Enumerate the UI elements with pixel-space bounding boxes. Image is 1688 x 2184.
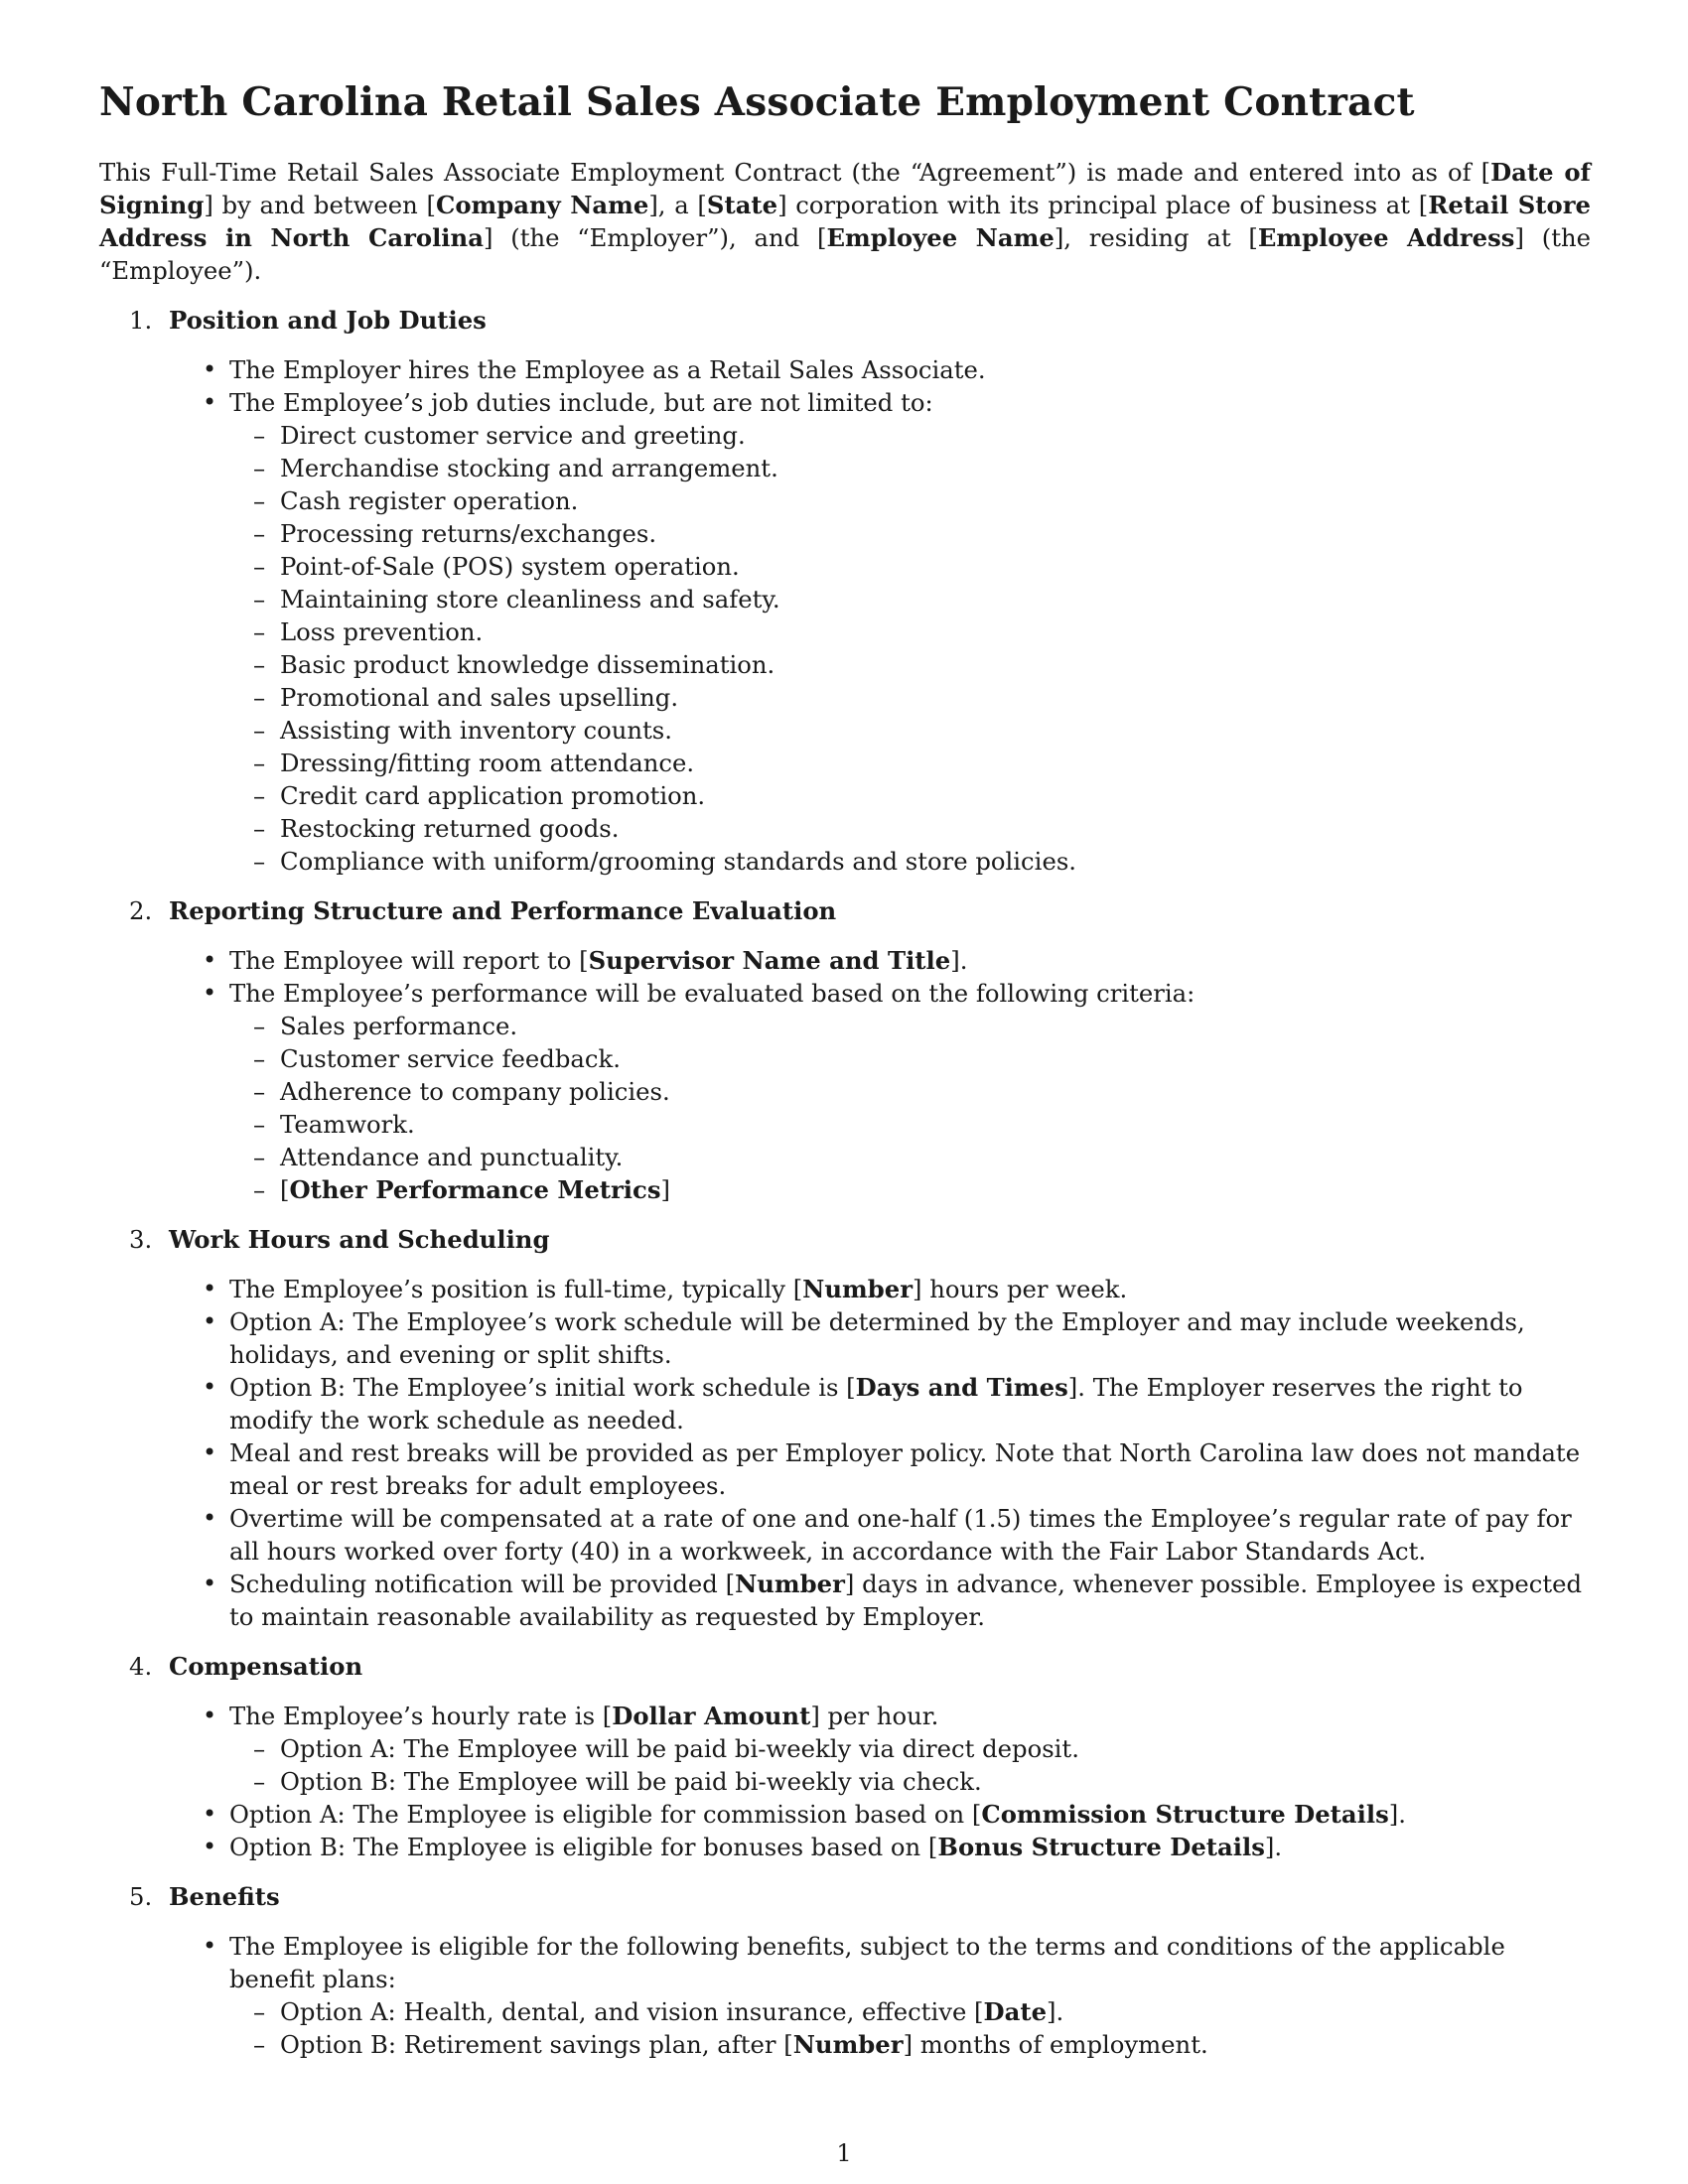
pay-option-item: – Option A: The Employee will be paid bi-weekly via direct deposit. xyxy=(229,1732,1591,1765)
criteria-item: – Sales performance. xyxy=(229,1010,1591,1042)
bullet-list xyxy=(169,1930,1591,2061)
section-benefits xyxy=(99,1880,1591,2061)
bullet-text: ]. The Employer reserves the right to modify the work schedule as needed. xyxy=(229,1372,1523,1434)
placeholder-months: Number xyxy=(792,2029,904,2059)
section-position-duties xyxy=(99,304,1591,878)
criteria-item: – Teamwork. xyxy=(229,1108,1591,1141)
placeholder-supervisor: Supervisor Name and Title xyxy=(588,945,951,975)
bullet-text: The Employee is eligible for the following benefits, subject to the terms and conditions of the applicable benefit plans: xyxy=(229,1931,1505,1993)
bullet-text: ]. xyxy=(1047,1996,1064,2026)
bullet-list xyxy=(169,944,1591,1206)
contract-page xyxy=(99,79,1591,2078)
duty-item: – Maintaining store cleanliness and safety. xyxy=(229,583,1591,615)
placeholder-date: Date xyxy=(983,1996,1048,2026)
bullet-text: Option A: Health, dental, and vision insurance, effective [ xyxy=(280,1996,984,2026)
bracket: ] xyxy=(660,1174,670,1204)
bullet-text: The Employee’s hourly rate is [ xyxy=(229,1701,613,1730)
placeholder-notice-days: Number xyxy=(735,1569,845,1598)
benefit-options-list xyxy=(229,1995,1591,2061)
bullet-list xyxy=(169,1700,1591,1863)
section-title: Work Hours and Scheduling xyxy=(169,1224,550,1254)
bullet-item xyxy=(169,1831,1591,1863)
bullet-text: Option B: The Employee is eligible for bonuses based on [ xyxy=(229,1832,938,1861)
criteria-item: – Adherence to company policies. xyxy=(229,1075,1591,1108)
section-number: 3. xyxy=(129,1224,153,1254)
placeholder-other-metrics: Other Performance Metrics xyxy=(289,1174,661,1204)
bullet-text: Scheduling notification will be provided [ xyxy=(229,1569,736,1598)
placeholder-date-of-signing: Date of Signing xyxy=(99,157,1591,219)
duty-item: – Direct customer service and greeting. xyxy=(229,419,1591,452)
duties-list xyxy=(229,419,1591,878)
bullet-item xyxy=(169,386,1591,878)
placeholder-bonus: Bonus Structure Details xyxy=(937,1832,1265,1861)
duty-item: – Basic product knowledge dissemination. xyxy=(229,648,1591,681)
bullet-item: • The Employer hires the Employee as a Retail Sales Associate. xyxy=(169,353,1591,386)
duty-item: – Cash register operation. xyxy=(229,484,1591,517)
bullet-item: • Meal and rest breaks will be provided as per Employer policy. Note that North Carolina law does not mandate meal or rest breaks for adult employees. xyxy=(169,1436,1591,1502)
sections-list xyxy=(99,304,1591,2061)
bullet-list xyxy=(169,1273,1591,1633)
placeholder-employee-name: Employee Name xyxy=(826,222,1055,252)
page-number: 1 xyxy=(836,2139,852,2167)
bullet-text: ] months of employment. xyxy=(903,2029,1208,2059)
pay-option-item: – Option B: The Employee will be paid bi-weekly via check. xyxy=(229,1765,1591,1798)
section-compensation xyxy=(99,1650,1591,1863)
document-title: North Carolina Retail Sales Associate Employment Contract xyxy=(99,79,1415,125)
section-title: Benefits xyxy=(169,1881,280,1911)
bullet-text: ] per hour. xyxy=(810,1701,939,1730)
duty-item: – Point-of-Sale (POS) system operation. xyxy=(229,550,1591,583)
section-number: 5. xyxy=(129,1881,153,1911)
bullet-text: ] days in advance, whenever possible. Employee is expected to maintain reasonable availability as requested by Employer. xyxy=(229,1569,1583,1631)
bullet-item xyxy=(169,1568,1591,1633)
bullet-text: The Employee’s job duties include, but are not limited to: xyxy=(229,387,933,417)
bullet-text: The Employee’s position is full-time, typically [ xyxy=(229,1274,803,1303)
duty-item: – Merchandise stocking and arrangement. xyxy=(229,452,1591,484)
section-title: Reporting Structure and Performance Evaluation xyxy=(169,895,837,925)
duty-item: – Loss prevention. xyxy=(229,615,1591,648)
criteria-item: – Attendance and punctuality. xyxy=(229,1141,1591,1173)
intro-text: This Full-Time Retail Sales Associate Employment Contract (the “Agreement”) is made and entered into as of [ xyxy=(99,157,1491,187)
duty-item: – Processing returns/exchanges. xyxy=(229,517,1591,550)
criteria-list xyxy=(229,1010,1591,1206)
placeholder-store-address: Retail Store Address in North Carolina xyxy=(99,190,1591,252)
section-work-hours xyxy=(99,1223,1591,1633)
placeholder-hours-number: Number xyxy=(802,1274,914,1303)
intro-text: ], residing at [ xyxy=(1054,222,1258,252)
placeholder-company-name: Company Name xyxy=(435,190,649,219)
bracket: [ xyxy=(280,1174,290,1204)
intro-text: ] corporation with its principal place of business at [ xyxy=(777,190,1429,219)
bullet-item xyxy=(169,1273,1591,1305)
intro-text: ] (the “Employer”), and [ xyxy=(483,222,827,252)
placeholder-days-times: Days and Times xyxy=(855,1372,1068,1402)
duty-item: – Compliance with uniform/grooming standards and store policies. xyxy=(229,845,1591,878)
bullet-item xyxy=(169,1371,1591,1436)
placeholder-employee-address: Employee Address xyxy=(1257,222,1515,252)
bullet-list xyxy=(169,353,1591,878)
bullet-text: ]. xyxy=(1388,1799,1406,1829)
bullet-text: ]. xyxy=(950,945,968,975)
duty-item: – Dressing/fitting room attendance. xyxy=(229,747,1591,779)
placeholder-commission: Commission Structure Details xyxy=(981,1799,1389,1829)
placeholder-state: State xyxy=(706,190,778,219)
bullet-text: ] hours per week. xyxy=(913,1274,1128,1303)
benefit-option-item xyxy=(229,1995,1591,2028)
bullet-text: Option A: The Employee is eligible for commission based on [ xyxy=(229,1799,982,1829)
intro-text: ] (the “Employee”). xyxy=(99,222,1592,285)
intro-paragraph xyxy=(99,156,1591,287)
section-reporting-performance xyxy=(99,894,1591,1206)
intro-text: ] by and between [ xyxy=(204,190,436,219)
criteria-item: – Customer service feedback. xyxy=(229,1042,1591,1075)
intro-text: ], a [ xyxy=(648,190,707,219)
bullet-text: The Employee will report to [ xyxy=(229,945,589,975)
bullet-item xyxy=(169,944,1591,977)
duty-item: – Credit card application promotion. xyxy=(229,779,1591,812)
bullet-text: Option B: The Employee’s initial work schedule is [ xyxy=(229,1372,856,1402)
bullet-item xyxy=(169,977,1591,1206)
pay-options-list xyxy=(229,1732,1591,1798)
benefit-option-item xyxy=(229,2028,1591,2061)
section-number: 4. xyxy=(129,1651,153,1681)
bullet-item xyxy=(169,1700,1591,1798)
section-number: 1. xyxy=(129,305,153,335)
section-title: Position and Job Duties xyxy=(169,305,487,335)
duty-item: – Assisting with inventory counts. xyxy=(229,714,1591,747)
placeholder-dollar-amount: Dollar Amount xyxy=(612,1701,811,1730)
section-number: 2. xyxy=(129,895,153,925)
bullet-text: The Employee’s performance will be evaluated based on the following criteria: xyxy=(229,978,1196,1008)
bullet-text: ]. xyxy=(1264,1832,1283,1861)
criteria-item xyxy=(229,1173,1591,1206)
bullet-item: • Overtime will be compensated at a rate of one and one-half (1.5) times the Employee’s regular rate of pay for all hours worked over forty (40) in a workweek, in accordance with the Fair Labor Standards Act. xyxy=(169,1502,1591,1568)
bullet-text: Option B: Retirement savings plan, after [ xyxy=(280,2029,793,2059)
bullet-item xyxy=(169,1798,1591,1831)
duty-item: – Restocking returned goods. xyxy=(229,812,1591,845)
duty-item: – Promotional and sales upselling. xyxy=(229,681,1591,714)
bullet-item: • Option A: The Employee’s work schedule will be determined by the Employer and may include weekends, holidays, and evening or split shifts. xyxy=(169,1305,1591,1371)
section-title: Compensation xyxy=(169,1651,363,1681)
bullet-item xyxy=(169,1930,1591,2061)
